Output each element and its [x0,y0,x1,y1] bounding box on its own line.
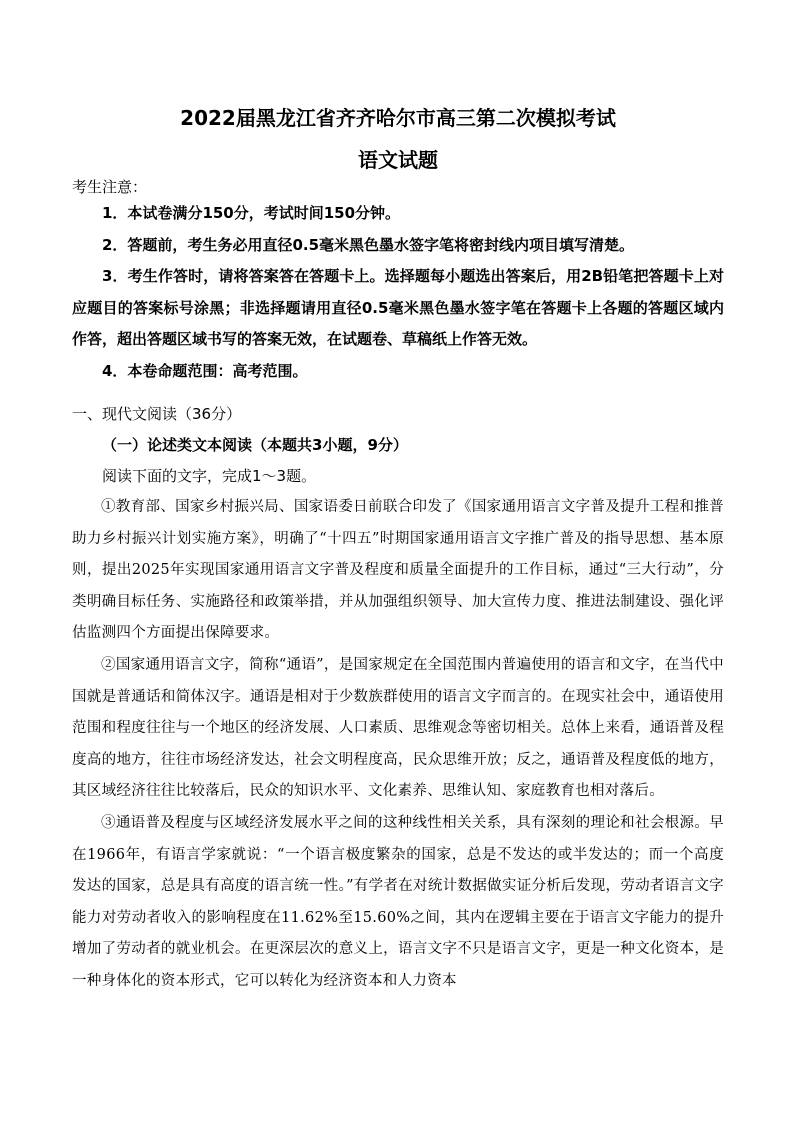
notice-heading: 考生注意： [72,178,148,196]
notice-item: 4．本卷命题范围：高考范围。 [102,361,308,380]
exam-title: 2022届黑龙江省齐齐哈尔市高三第二次模拟考试 [180,106,616,130]
exam-page [72,104,724,998]
reading-section [72,399,724,998]
notice-item: 3．考生作答时，请将答案答在答题卡上。选择题每小题选出答案后，用2B铅笔把答题卡上对应题目的答案标号涂黑；非选择题请用直径0.5毫米黑色墨水签字笔在答题卡上各题的答题区域内作答，超出答题区域书写的答案无效，在试题卷、草稿纸上作答无效。 [72,267,724,348]
passage-paragraph: ①教育部、国家乡村振兴局、国家语委日前联合印发了《国家通用语言文字普及提升工程和推普助力乡村振兴计划实施方案》，明确了“十四五”时期国家通用语言文字推广普及的指导思想、基本原则，提出2025年实现国家通用语言文字普及程度和质量全面提升的工作目标，通过“三大行动”，分类明确目标任务、实施路径和政策举措，并从加强组织领导、加大宣传力度、推进法制建设、强化评估监测四个方面提出保障要求。 [72,499,724,642]
reading-instruction: 阅读下面的文字，完成1～3题。 [102,467,317,485]
passage-paragraph: ②国家通用语言文字，简称“通语”，是国家规定在全国范围内普遍使用的语言和文字，在当代中国就是普通话和简体汉字。通语是相对于少数族群使用的语言文字而言的。在现实社会中，通语使用范围和程度往往与一个地区的经济发展、人口素质、思维观念等密切相关。总体上来看，通语普及程度高的地方，往往市场经济发达，社会文明程度高，民众思维开放；反之，通语普及程度低的地方，其区域经济往往比较落后，民众的知识水平、文化素养、思维认知、家庭教育也相对落后。 [72,656,724,800]
subsection-title: （一）论述类文本阅读（本题共3小题，9分） [102,436,408,454]
passage-paragraph: ③通语普及程度与区域经济发展水平之间的这种线性相关关系，具有深刻的理论和社会根源。早在1966年，有语言学家就说：“一个语言极度繁杂的国家，总是不发达的或半发达的；而一个高度发达的国家，总是具有高度的语言统一性。”有学者在对统计数据做实证分析后发现，劳动者语言文字能力对劳动者收入的影响程度在11.62%至15.60%之间，其内在逻辑主要在于语言文字能力的提升增加了劳动者的就业机会。在更深层次的意义上，语言文字不只是语言文字，更是一种文化资本，是一种身体化的资本形式，它可以转化为经济资本和人力资本 [72,814,724,989]
section-title: 一、现代文阅读（36分） [72,405,242,423]
notice-item: 1．本试卷满分150分，考试时间150分钟。 [102,204,401,222]
notice-block [72,176,724,387]
exam-subtitle: 语文试题 [358,148,438,172]
notice-item: 2．答题前，考生务必用直径0.5毫米黑色墨水签字笔将密封线内项目填写清楚。 [102,235,635,254]
